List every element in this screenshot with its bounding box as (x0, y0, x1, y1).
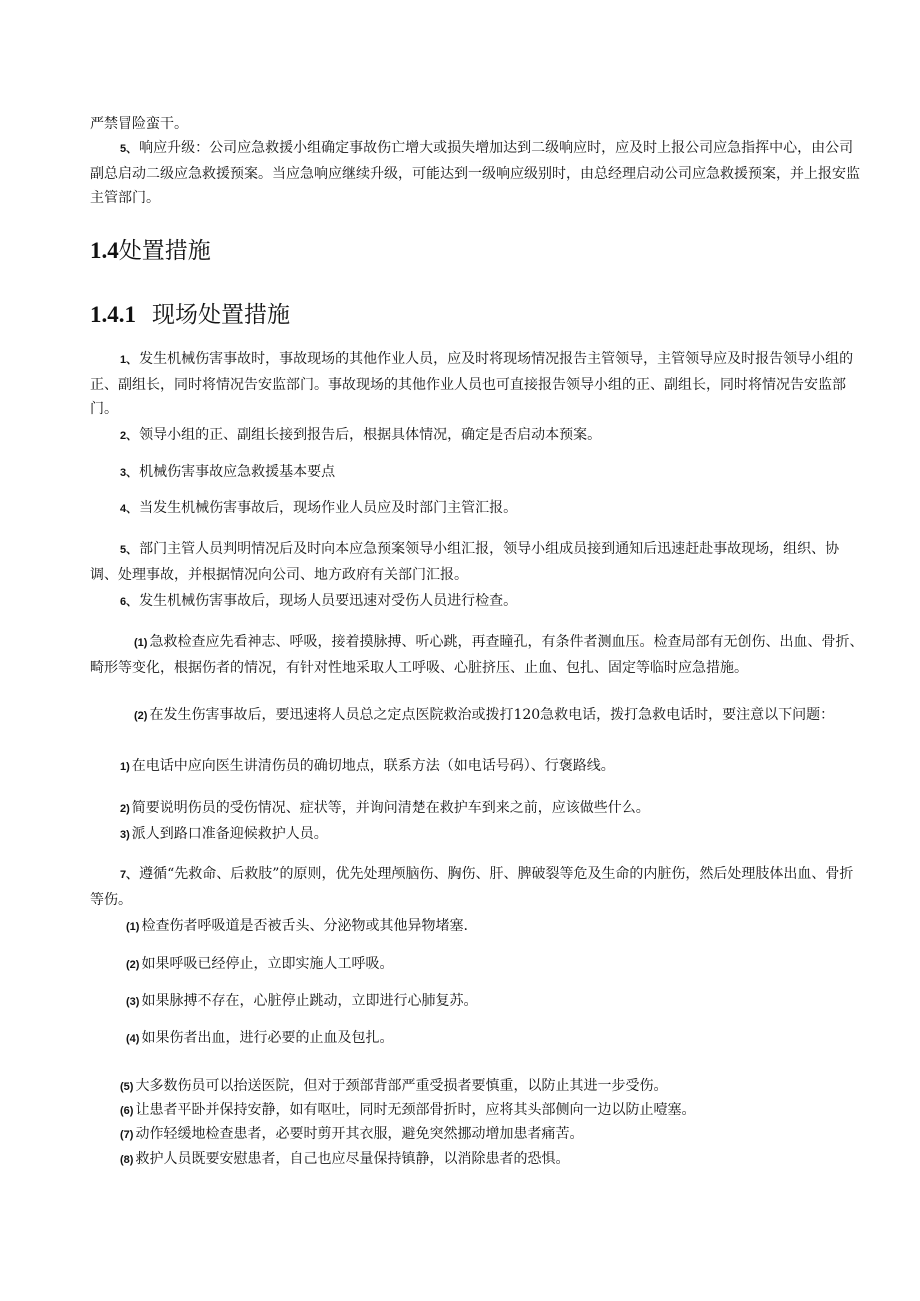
list-item: 5、 部门主管人员判明情况后及时向本应急预案领导小组汇报，领导小组成员接到通知后迅速赶赴事故现场，组织、协调、处理事故，并根据情况向公司、地方政府有关部门汇报。 (90, 541, 840, 583)
list-item: (5) 大多数伤员可以抬送医院，但对于颈部背部严重受损者要慎重，以防止其进一步受伤。 (120, 1078, 668, 1094)
subsection-heading: 1.4.1 现场处置措施 (90, 302, 290, 328)
paragraph-continuation: 严禁冒险蛮干。 (90, 116, 188, 132)
list-item: 2、 领导小组的正、副组长接到报告后，根据具体情况，确定是否启动本预案。 (120, 427, 602, 443)
list-item: (8) 救护人员既要安慰患者，自己也应尽量保持镇静，以消除患者的恐惧。 (120, 1151, 570, 1167)
paragraph-response-upgrade: 5、 响应升级：公司应急救援小组确定事故伤亡增大或损失增加达到二级响应时，应及时上报公司应急指挥中心，由公司副总启动二级应急救援预案。当应急响应继续升级，可能达到一级响应级别时，由总经理启动公司应急救援预案，并上报安监主管部门。 (90, 140, 860, 206)
list-item: 7、 遵循“先救命、后救肢”的原则，优先处理颅脑伤、胸伤、肝、脾破裂等危及生命的内脏伤，然后处理肢体出血、骨折等伤。 (90, 866, 854, 908)
list-item: (6) 让患者平卧并保持安静，如有呕吐，同时无颈部骨折时，应将其头部侧向一边以防止噎塞。 (120, 1102, 696, 1118)
list-item: 6、 发生机械伤害事故后，现场人员要迅速对受伤人员进行检查。 (120, 593, 518, 609)
list-item: 4、 当发生机械伤害事故后，现场作业人员应及时部门主管汇报。 (120, 500, 518, 516)
list-item: 2) 简要说明伤员的受伤情况、症状等，并询问清楚在救护车到来之前，应该做些什么。 (120, 800, 650, 816)
list-item: 3、 机械伤害事故应急救援基本要点 (120, 464, 336, 480)
list-item: (2) 如果呼吸已经停止，立即实施人工呼吸。 (126, 956, 394, 972)
list-item: 1、 发生机械伤害事故时，事故现场的其他作业人员，应及时将现场情况报告主管领导，主管领导应及时报告领导小组的正、副组长，同时将情况告安监部门。事故现场的其他作业人员也可直接报告领导小组的正、副组长，同时将情况告安监部门。 (90, 351, 854, 417)
list-item: (4) 如果伤者出血，进行必要的止血及包扎。 (126, 1030, 394, 1046)
list-item: 3) 派人到路口准备迎候救护人员。 (120, 826, 328, 842)
list-item: (2) 在发生伤害事故后，要迅速将人员总之定点医院救治或拨打120急救电话，拨打急救电话时，要注意以下问题： (134, 707, 835, 723)
list-item: (7) 动作轻缓地检查患者，必要时剪开其衣服，避免突然挪动增加患者痛苦。 (120, 1126, 584, 1142)
section-heading: 1.4处置措施 (90, 238, 211, 264)
list-item: (1) 急救检查应先看神志、呼吸，接着摸脉搏、听心跳，再查瞳孔，有条件者测血压。检查局部有无创伤、出血、骨折、畸形等变化，根据伤者的情况，有针对性地采取人工呼吸、心脏挤压、止血、包扎、固定等临时应急措施。 (90, 634, 864, 676)
list-item: 1) 在电话中应向医生讲清伤员的确切地点，联系方法（如电话号码）、行褒路线。 (120, 758, 615, 774)
list-item: (1) 检查伤者呼吸道是否被舌头、分泌物或其他异物堵塞. (126, 918, 468, 934)
list-item: (3) 如果脉搏不存在，心脏停止跳动，立即进行心肺复苏。 (126, 993, 478, 1009)
